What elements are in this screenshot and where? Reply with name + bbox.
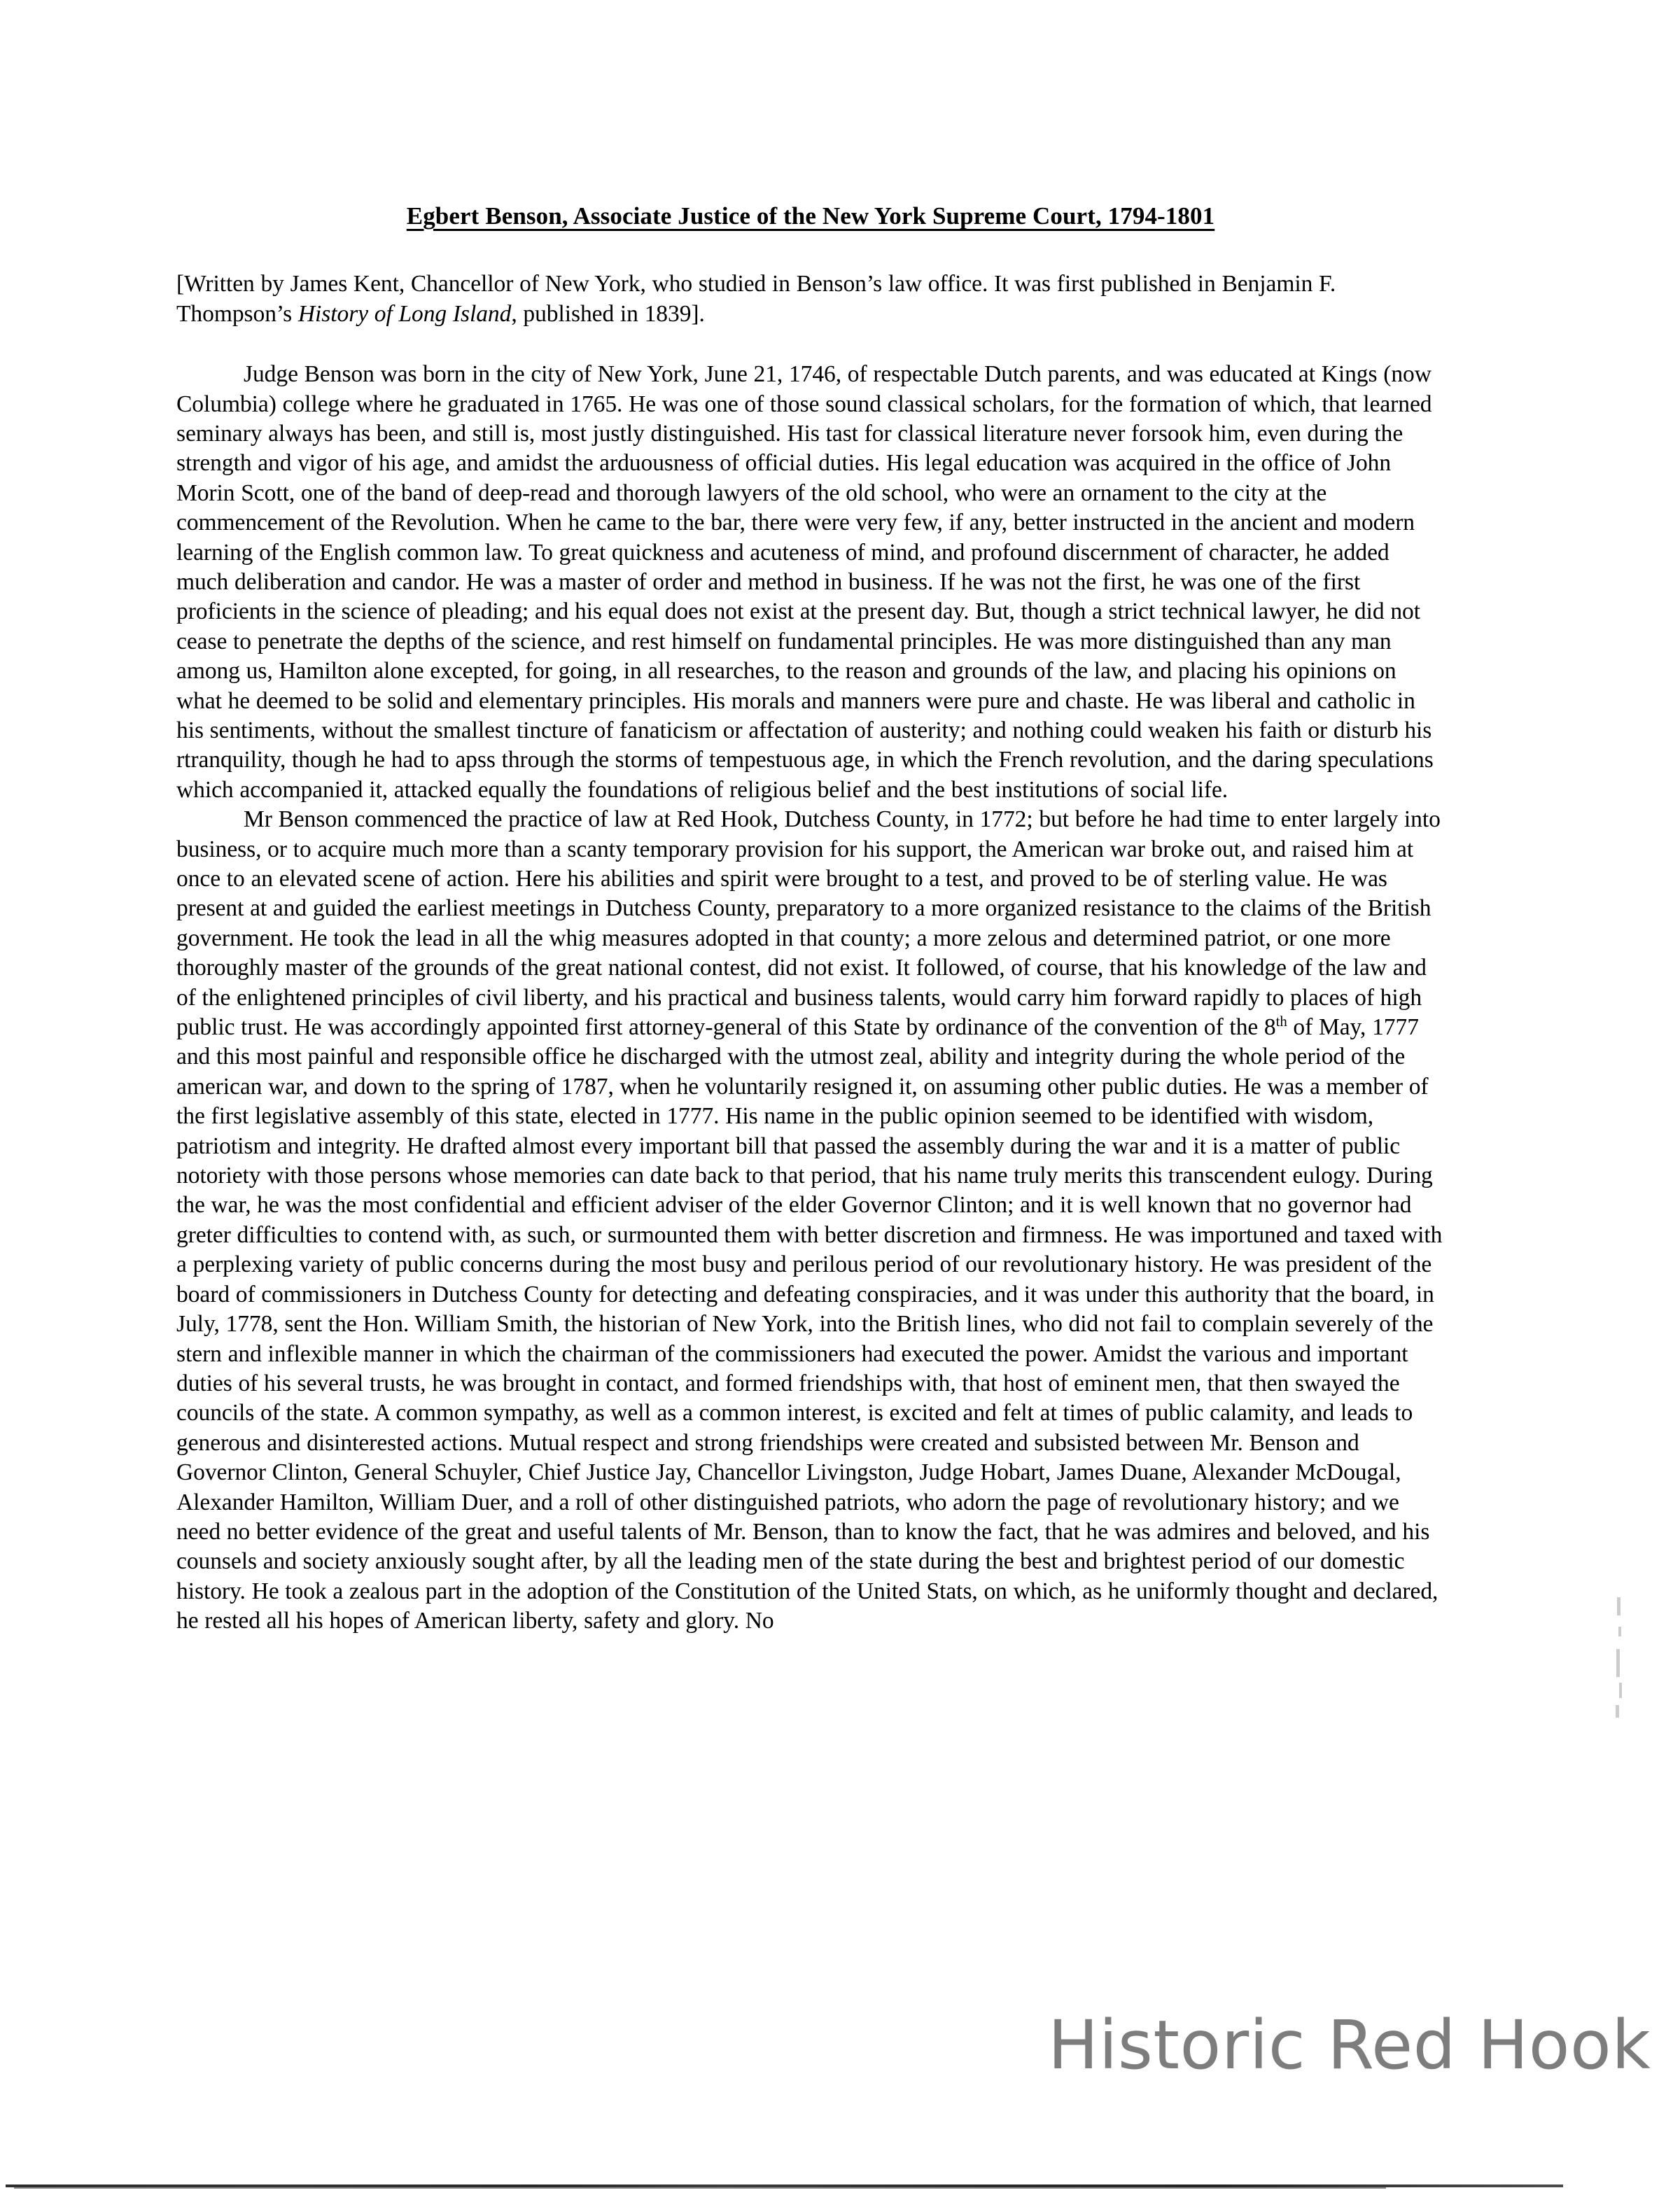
scan-fleck-artifact [1617,1597,1620,1615]
ordinal-superscript: th [1275,1013,1287,1030]
historic-red-hook-watermark: Historic Red Hook [1048,2006,1651,2084]
editorial-note-text-after-italic: , published in 1839]. [511,300,705,327]
page-title: Egbert Benson, Associate Justice of the New York Supreme Court, 1794-1801 [406,202,1215,230]
body-paragraph-2 [176,805,1445,1636]
editorial-note [176,230,1445,329]
scan-edge-artifact-bottom-secondary [14,2187,1386,2189]
scan-fleck-artifact [1618,1627,1621,1636]
book-title-italic: History of Long Island [298,300,512,327]
scan-fleck-artifact [1619,1683,1622,1698]
scan-fleck-artifact [1616,1705,1619,1718]
editorial-note-text-before-italic: [Written by James Kent, Chancellor of New York, who studied in Benson’s law office. It was first published in Benjamin F. Thompson’s [176,271,1336,327]
paragraph-2-text-after-superscript: of May, 1777 and this most painful and responsible office he discharged with the utmost zeal, ability and integrity during the whole period of the american war, and down to the spring of 1787, when he voluntarily resigned it, on assuming other public duties. He was a member of the first legislative assembly of this state, elected in 1777. His name in the public opinion seemed to be identified with wisdom, patriotism and integrity. He drafted almost every important bill that passed the assembly during the war and it is a matter of public notoriety with those persons whose memories can date back to that period, that his name truly merits this transcendent eulogy. During the war, he was the most confidential and efficient adviser of the elder Governor Clinton; and it is well known that no governor had greter difficulties to contend with, as such, or surmounted them with better discretion and firmness. He was importuned and taxed with a perplexing variety of public concerns during the most busy and perilous period of our revolutionary history. He was president of the board of commissioners in Dutchess County for detecting and defeating conspiracies, and it was under this authority that the board, in July, 1778, sent the Hon. William Smith, the historian of New York, into the British lines, who did not fail to complain severely of the stern and inflexible manner in which the chairman of the commissioners had executed the power. Amidst the various and important duties of his several trusts, he was brought in contact, and formed friendships with, that host of eminent men, that then swayed the councils of the state. A common sympathy, as well as a common interest, is excited and felt at times of public calamity, and leads to generous and disinterested actions. Mutual respect and strong friendships were created and subsisted between Mr. Benson and Governor Clinton, General Schuyler, Chief Justice Jay, Chancellor Livingston, Judge Hobart, James Duane, Alexander McDougal, Alexander Hamilton, William Duer, and a roll of other distinguished patriots, who adorn the page of revolutionary history; and we need no better evidence of the great and useful talents of Mr. Benson, than to know the fact, that he was admires and beloved, and his counsels and society anxiously sought after, by all the leading men of the state during the best and brightest period of our domestic history. He took a zealous part in the adoption of the Constitution of the United Stats, on which, as he uniformly thought and declared, he rested all his hopes of American liberty, safety and glory. No [176,1014,1443,1634]
document-text-column [176,0,1445,1636]
body-paragraph-1: Judge Benson was born in the city of New York, June 21, 1746, of respectable Dutch parents, and was educated at Kings (now Columbia) college where he graduated in 1765. He was one of those sound classical scholars, for the formation of which, that learned seminary always has been, and still is, most justly distinguished. His tast for classical literature never forsook him, even during the strength and vigor of his age, and amidst the arduousness of official duties. His legal education was acquired in the office of John Morin Scott, one of the band of deep-read and thorough lawyers of the old school, who were an ornament to the city at the commencement of the Revolution. When he came to the bar, there were very few, if any, better instructed in the ancient and modern learning of the English common law. To great quickness and acuteness of mind, and profound discernment of character, he added much deliberation and candor. He was a master of order and method in business. If he was not the first, he was one of the first proficients in the science of pleading; and his equal does not exist at the present day. But, though a strict technical lawyer, he did not cease to penetrate the depths of the science, and rest himself on fundamental principles. He was more distinguished than any man among us, Hamilton alone excepted, for going, in all researches, to the reason and grounds of the law, and placing his opinions on what he deemed to be solid and elementary principles. His morals and manners were pure and chaste. He was liberal and catholic in his sentiments, without the smallest tincture of fanaticism or affectation of austerity; and nothing could weaken his faith or disturb his rtranquility, though he had to apss through the storms of tempestuous age, in which the French revolution, and the daring speculations which accompanied it, attacked equally the foundations of religious belief and the best institutions of social life. [176,361,1434,803]
scan-fleck-artifact [1616,1649,1620,1677]
paragraph-2-text-before-superscript: Mr Benson commenced the practice of law at Red Hook, Dutchess County, in 1772; but before he had time to enter largely into business, or to acquire much more than a scanty temporary provision for his support, the American war broke out, and raised him at once to an elevated scene of action. Here his abilities and spirit were brought to a test, and proved to be of sterling value. He was present at and guided the earliest meetings in Dutchess County, preparatory to a more organized resistance to the claims of the British government. He took the lead in all the whig measures adopted in that county; a more zelous and determined patriot, or one more thoroughly master of the grounds of the great national contest, did not exist. It followed, of course, that his knowledge of the law and of the enlightened principles of civil liberty, and his practical and business talents, would carry him forward rapidly to places of high public trust. He was accordingly appointed first attorney-general of this State by ordinance of the convention of the 8 [176,806,1441,1041]
